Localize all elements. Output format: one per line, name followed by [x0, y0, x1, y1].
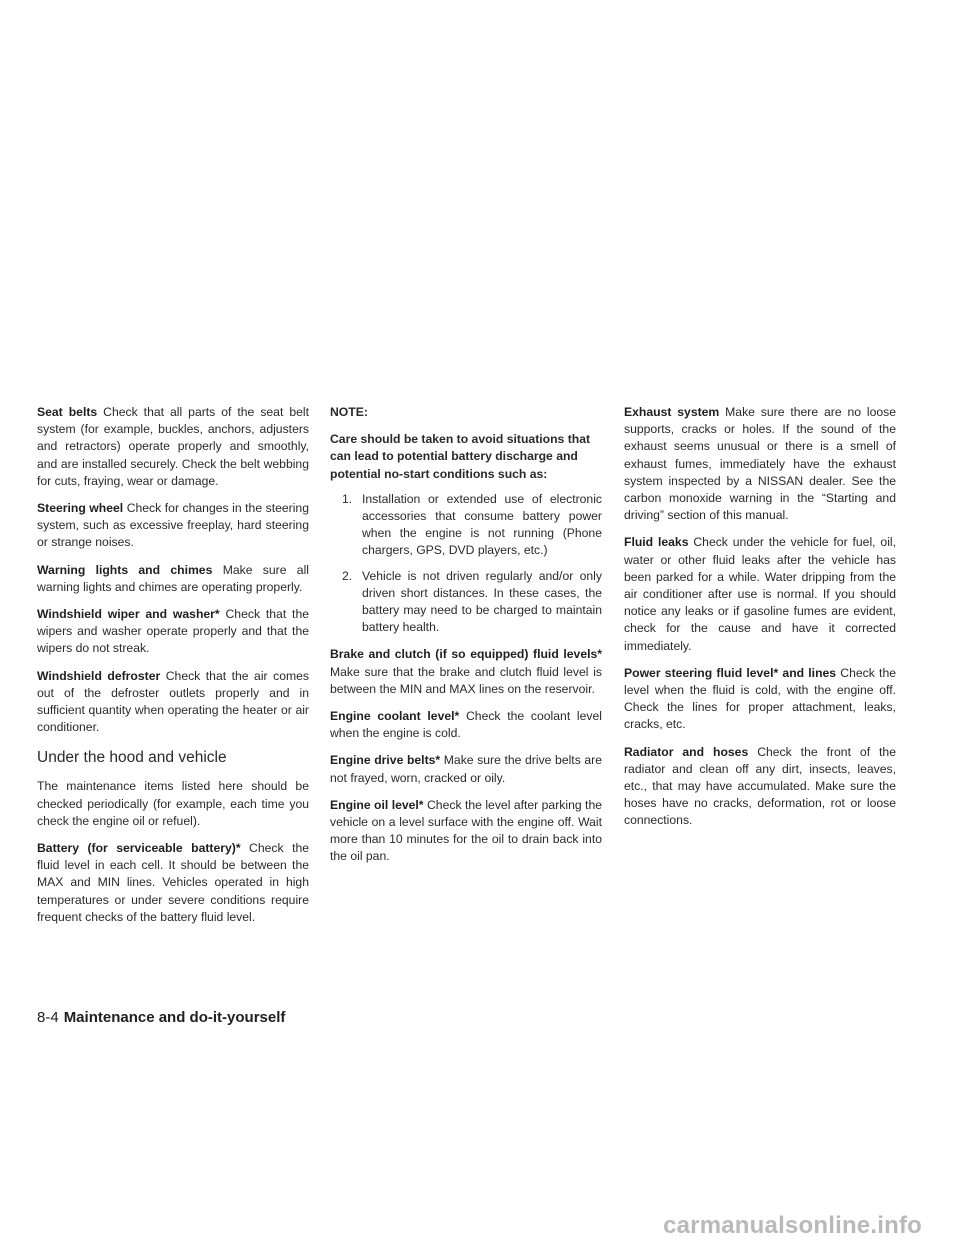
engine-oil-text: Check the level after parking the vehicle on a level surface with the engine off. Wait more than 10 minutes for the oil to drain back into the oil pan.	[330, 797, 602, 864]
windshield-defroster-term: Windshield defroster	[37, 668, 161, 683]
list-item-number: 2.	[342, 568, 353, 583]
list-item	[330, 491, 602, 560]
footer-title: Maintenance and do-it-yourself	[63, 1009, 286, 1026]
column-middle	[330, 404, 602, 876]
battery-paragraph	[37, 840, 309, 926]
column-right	[624, 404, 896, 840]
fluid-leaks-text: Check under the vehicle for fuel, oil, water or other fluid leaks after the vehicle has been parked for a while. Water dripping from the air conditioner after use is normal. If you should notice any leaks or if gasoline fumes are evident, check for the cause and have it corrected immediately.	[624, 535, 896, 653]
battery-term: Battery (for serviceable battery)*	[37, 841, 241, 856]
brake-clutch-paragraph	[330, 646, 602, 698]
windshield-defroster-paragraph	[37, 668, 309, 737]
windshield-wiper-paragraph	[37, 606, 309, 658]
brake-clutch-text: Make sure that the brake and clutch fluid level is between the MIN and MAX lines on the reservoir.	[330, 664, 602, 696]
exhaust-term: Exhaust system	[624, 405, 720, 419]
fluid-leaks-paragraph	[624, 534, 896, 654]
note-text: Care should be taken to avoid situations that can lead to potential battery discharge and potential no-start conditions such as:	[330, 432, 591, 481]
warning-lights-paragraph	[37, 562, 309, 596]
power-steering-term: Power steering fluid level* and lines	[624, 665, 837, 680]
radiator-term: Radiator and hoses	[624, 744, 749, 759]
list-item-text: Vehicle is not driven regularly and/or only driven short distances. In these cases, the battery may need to be charged to maintain battery health.	[362, 568, 602, 635]
brake-clutch-term: Brake and clutch (if so equipped) fluid levels*	[330, 647, 602, 662]
page-number: 8-4	[37, 1009, 59, 1026]
radiator-paragraph	[624, 744, 896, 830]
warning-lights-text: Make sure all warning lights and chimes are operating properly.	[37, 562, 309, 594]
list-item-text: Installation or extended use of electronic accessories that consume battery power when the engine is not running (Phone chargers, GPS, DVD players, etc.)	[362, 491, 602, 558]
steering-wheel-paragraph	[37, 500, 309, 552]
engine-oil-term: Engine oil level*	[330, 797, 424, 812]
list-item	[330, 568, 602, 637]
fluid-leaks-term: Fluid leaks	[624, 535, 689, 550]
exhaust-paragraph	[624, 404, 896, 524]
seat-belts-term: Seat belts	[37, 405, 98, 419]
drive-belts-term: Engine drive belts*	[330, 753, 441, 768]
windshield-wiper-term: Windshield wiper and washer*	[37, 607, 220, 622]
watermark: carmanualsonline.info	[663, 1212, 922, 1239]
warning-lights-term: Warning lights and chimes	[37, 562, 213, 577]
seat-belts-paragraph	[37, 404, 309, 490]
windshield-defroster-text: Check that the air comes out of the defroster outlets properly and in sufficient quantity when operating the heater or air conditioner.	[37, 668, 309, 735]
engine-coolant-term: Engine coolant level*	[330, 709, 460, 724]
page-footer	[37, 1008, 285, 1028]
exhaust-text: Make sure there are no loose supports, cracks or holes. If the sound of the exhaust seems unusual or there is a smell of exhaust fumes, immediately have the exhaust system inspected by a NISSAN dealer. See the carbon monoxide warning in the “Starting and driving” section of this manual.	[624, 405, 896, 523]
column-left	[37, 404, 309, 936]
steering-wheel-text: Check for changes in the steering system, such as excessive freeplay, hard steering or strange noises.	[37, 501, 309, 550]
list-item-number: 1.	[342, 491, 353, 506]
steering-wheel-term: Steering wheel	[37, 501, 124, 516]
note-list	[330, 491, 602, 637]
note-label: NOTE:	[330, 405, 368, 419]
radiator-text: Check the front of the radiator and clean off any dirt, insects, leaves, etc., that may have accumulated. Make sure the hoses have no cracks, deformation, rot or loose connections.	[624, 744, 896, 828]
engine-coolant-text: Check the coolant level when the engine is cold.	[330, 709, 602, 741]
engine-coolant-paragraph	[330, 708, 602, 742]
windshield-wiper-text: Check that the wipers and washer operate properly and that the wipers do not streak.	[37, 607, 309, 656]
engine-oil-paragraph	[330, 797, 602, 866]
section-intro: The maintenance items listed here should be checked periodically (for example, each time you check the engine oil or refuel).	[37, 779, 309, 828]
battery-text: Check the fluid level in each cell. It should be between the MAX and MIN lines. Vehicles operated in high temperatures or under severe conditions require frequent checks of the battery fluid level.	[37, 841, 310, 924]
seat-belts-text: Check that all parts of the seat belt system (for example, buckles, anchors, adjusters and retractors) operate properly and smoothly, and are installed securely. Check the belt webbing for cuts, fraying, wear or damage.	[37, 405, 309, 488]
power-steering-text: Check the level when the fluid is cold, with the engine off. Check the lines for proper attachment, leaks, cracks, etc.	[624, 665, 896, 732]
power-steering-paragraph	[624, 665, 896, 734]
drive-belts-paragraph	[330, 752, 602, 786]
section-heading: Under the hood and vehicle	[37, 749, 227, 767]
drive-belts-text: Make sure the drive belts are not frayed, worn, cracked or oily.	[330, 753, 602, 785]
